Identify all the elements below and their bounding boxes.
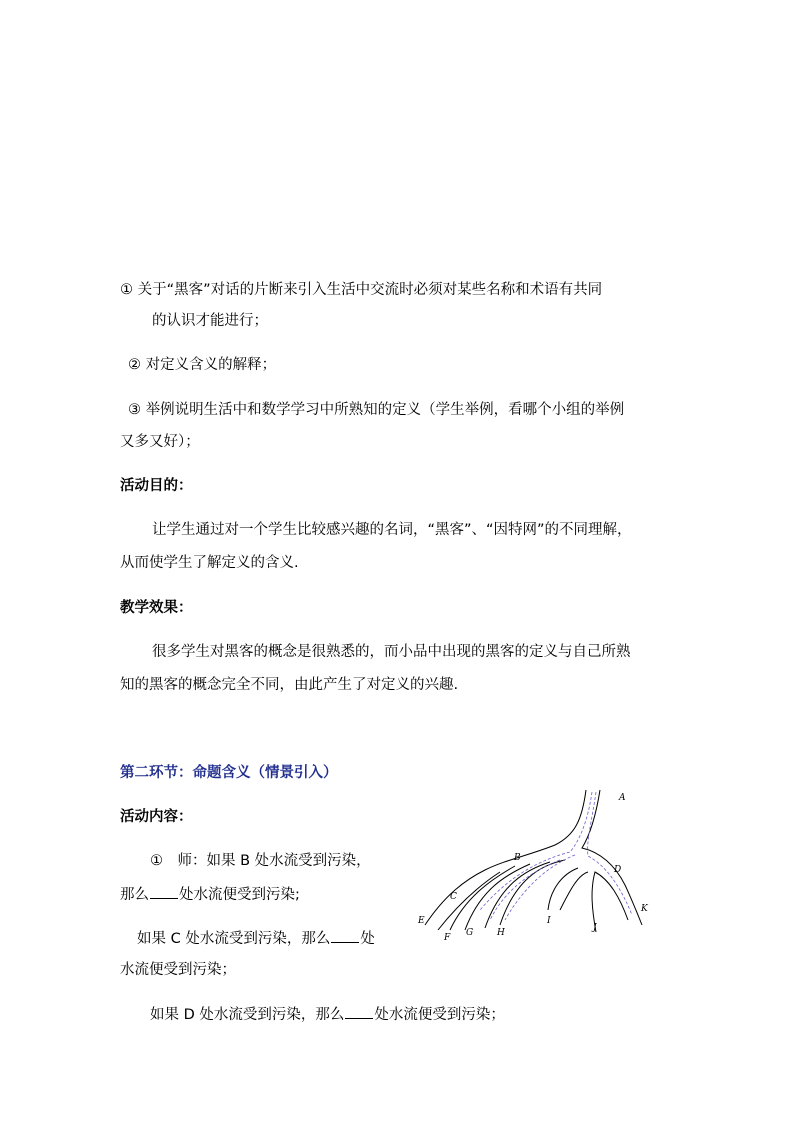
question-1-line2 — [120, 884, 300, 905]
activity-content-heading: 活动内容： — [120, 809, 193, 825]
question-3-prefix: 如果 D 处水流受到污染，那么 — [150, 1007, 345, 1023]
list-item-3-line2: 又多又好）； — [120, 434, 200, 450]
river-branch-i-outer — [560, 872, 588, 910]
question-1-prefix: 那么 — [120, 887, 149, 903]
purpose-line2: 从而使学生了解定义的含义. — [120, 555, 299, 571]
effect-line2: 知的黑客的概念完全不同，由此产生了对定义的兴趣. — [120, 677, 459, 693]
label-a: A — [619, 793, 626, 803]
label-b: B — [514, 853, 521, 863]
question-3 — [150, 1004, 505, 1025]
purpose-heading: 活动目的： — [120, 478, 193, 494]
answer-blank-3[interactable] — [345, 1004, 373, 1019]
purpose-line1: 让学生通过对一个学生比较感兴趣的名词，“黑客”、“因特网”的不同理解， — [152, 522, 632, 538]
list-item-1-line2: 的认识才能进行； — [152, 313, 268, 329]
label-h: H — [497, 928, 505, 938]
answer-blank-2[interactable] — [331, 928, 359, 943]
river-right-bank — [582, 790, 642, 925]
flow-line-main — [480, 792, 592, 910]
question-3-suffix: 处水流便受到污染； — [374, 1007, 505, 1023]
question-1-line1: ① 师：如果 B 处水流受到污染， — [150, 853, 371, 869]
river-diagram — [410, 780, 660, 950]
list-item-1-line1: ① 关于“黑客”对话的片断来引入生活中交流时必须对某些名称和术语有共同 — [120, 282, 603, 298]
label-i: I — [547, 916, 551, 926]
question-2-line2: 水流便受到污染； — [120, 962, 236, 978]
question-2-prefix: 如果 C 处水流受到污染，那么 — [137, 931, 331, 947]
label-e: E — [418, 916, 425, 926]
label-k: K — [641, 904, 648, 914]
question-1-suffix: 处水流便受到污染; — [179, 887, 300, 903]
flow-line-right — [588, 792, 632, 915]
river-left-bank — [425, 790, 586, 925]
river-diagram-svg — [410, 780, 660, 950]
effect-heading: 教学效果： — [120, 600, 193, 616]
label-d: D — [614, 865, 622, 875]
answer-blank-1[interactable] — [150, 884, 178, 899]
label-f: F — [444, 933, 451, 943]
label-j: J — [593, 923, 597, 933]
question-2-line1 — [137, 928, 375, 949]
river-branch-g — [485, 862, 550, 928]
flow-line-branch — [505, 855, 575, 920]
question-2-suffix: 处 — [360, 931, 375, 947]
flow-line-branch-2 — [490, 860, 560, 920]
effect-line1: 很多学生对黑客的概念是很熟悉的，而小品中出现的黑客的定义与自己所熟 — [152, 644, 631, 660]
list-item-2: ② 对定义含义的解释； — [128, 357, 277, 373]
label-c: C — [450, 892, 457, 902]
list-item-3-line1: ③ 举例说明生活中和数学学习中所熟知的定义（学生举例，看哪个小组的举例 — [128, 402, 625, 418]
section2-title: 第二环节：命题含义（情景引入） — [120, 765, 338, 781]
label-g: G — [466, 928, 474, 938]
